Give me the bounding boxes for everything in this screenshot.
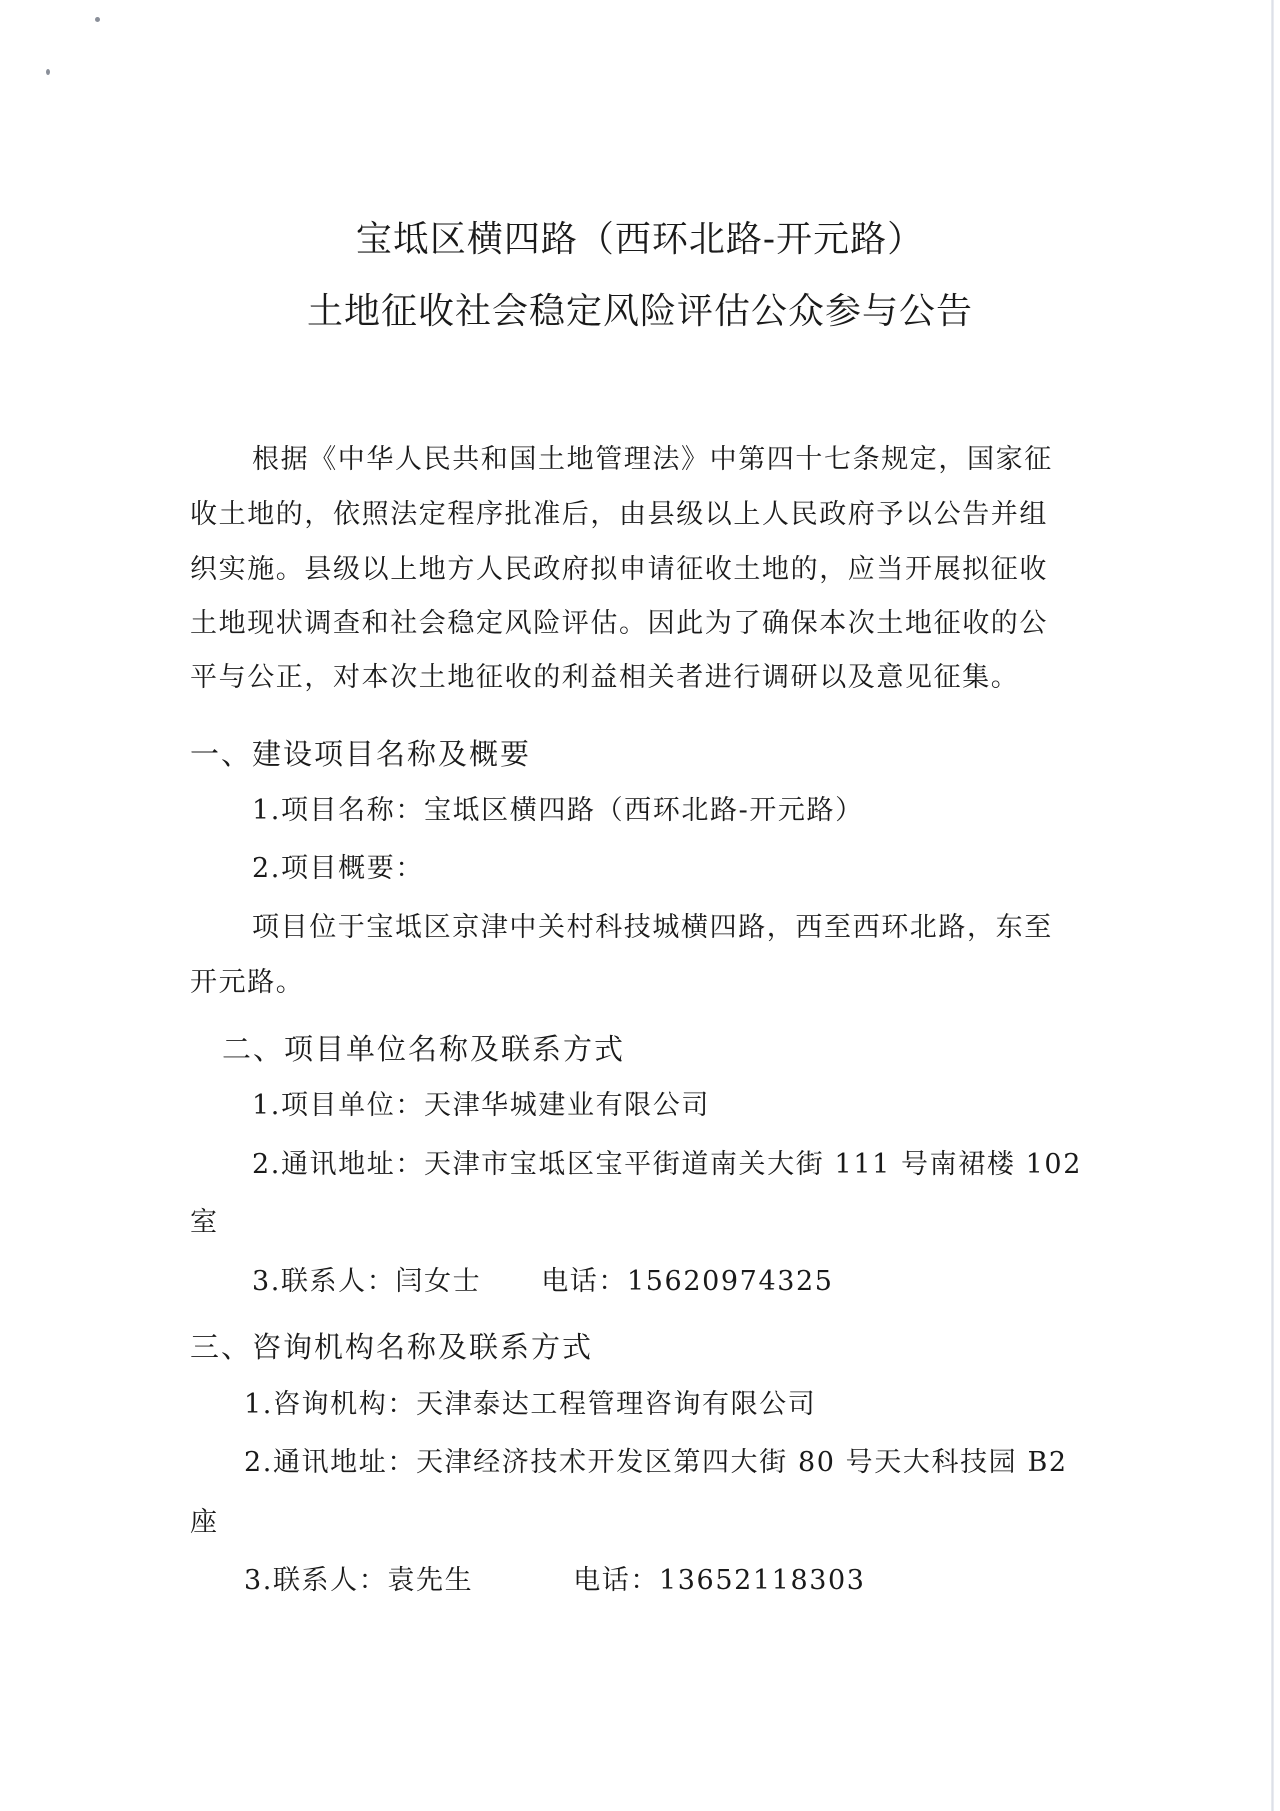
intro-line: 根据《中华人民共和国土地管理法》中第四十七条规定，国家征 — [252, 444, 1053, 475]
project-name-line — [252, 793, 864, 829]
phone-label: 电话： — [573, 1565, 659, 1596]
project-unit-value: 天津华城建业有限公司 — [423, 1090, 710, 1121]
project-name-label: 1.项目名称： — [252, 795, 424, 826]
project-summary-line: 开元路。 — [190, 967, 305, 998]
project-unit-line — [252, 1088, 710, 1124]
contact-name: 袁先生 — [387, 1565, 474, 1596]
scan-speck — [95, 17, 100, 22]
project-summary-label: 2.项目概要： — [252, 853, 424, 884]
consulting-org-value: 天津泰达工程管理咨询有限公司 — [415, 1389, 817, 1420]
unit-address-line: 室 — [190, 1207, 219, 1238]
unit-address-line: 2.通讯地址：天津市宝坻区宝平街道南关大街 111 号南裙楼 102 — [252, 1149, 1082, 1180]
org-address-line: 2.通讯地址：天津经济技术开发区第四大街 80 号天大科技园 B2 — [244, 1447, 1068, 1478]
scan-speck — [46, 69, 50, 75]
consulting-org-line — [244, 1387, 816, 1423]
contact-name: 闫女士 — [395, 1266, 482, 1297]
org-address-line: 座 — [190, 1507, 219, 1538]
section-heading: 二、项目单位名称及联系方式 — [222, 1032, 626, 1066]
document-title-line-1: 宝坻区横四路（西环北路-开元路） — [355, 219, 925, 260]
intro-line: 收土地的，依照法定程序批准后，由县级以上人民政府予以公告并组 — [190, 499, 1048, 530]
section-heading: 一、建设项目名称及概要 — [190, 737, 532, 771]
project-unit-label: 1.项目单位： — [252, 1090, 424, 1121]
contact-label: 3.联系人： — [252, 1266, 396, 1297]
contact-label: 3.联系人： — [244, 1565, 388, 1596]
intro-line: 土地现状调查和社会稳定风险评估。因此为了确保本次土地征收的公 — [190, 608, 1048, 639]
phone-value: 15620974325 — [627, 1266, 834, 1297]
section-heading: 三、咨询机构名称及联系方式 — [190, 1330, 594, 1364]
project-summary-line: 项目位于宝坻区京津中关村科技城横四路，西至西环北路，东至 — [252, 912, 1053, 943]
phone-label: 电话： — [541, 1266, 627, 1297]
unit-contact-line — [252, 1264, 834, 1300]
document-title-line-2: 土地征收社会稳定风险评估公众参与公告 — [306, 291, 973, 332]
scan-edge-line — [1271, 0, 1274, 1811]
phone-value: 13652118303 — [659, 1565, 866, 1596]
consulting-org-label: 1.咨询机构： — [244, 1389, 416, 1420]
intro-line: 平与公正，对本次土地征收的利益相关者进行调研以及意见征集。 — [190, 662, 1020, 693]
org-contact-line — [244, 1563, 866, 1599]
project-name-value: 宝坻区横四路（西环北路-开元路） — [423, 795, 864, 826]
intro-line: 织实施。县级以上地方人民政府拟申请征收土地的，应当开展拟征收 — [190, 554, 1048, 585]
